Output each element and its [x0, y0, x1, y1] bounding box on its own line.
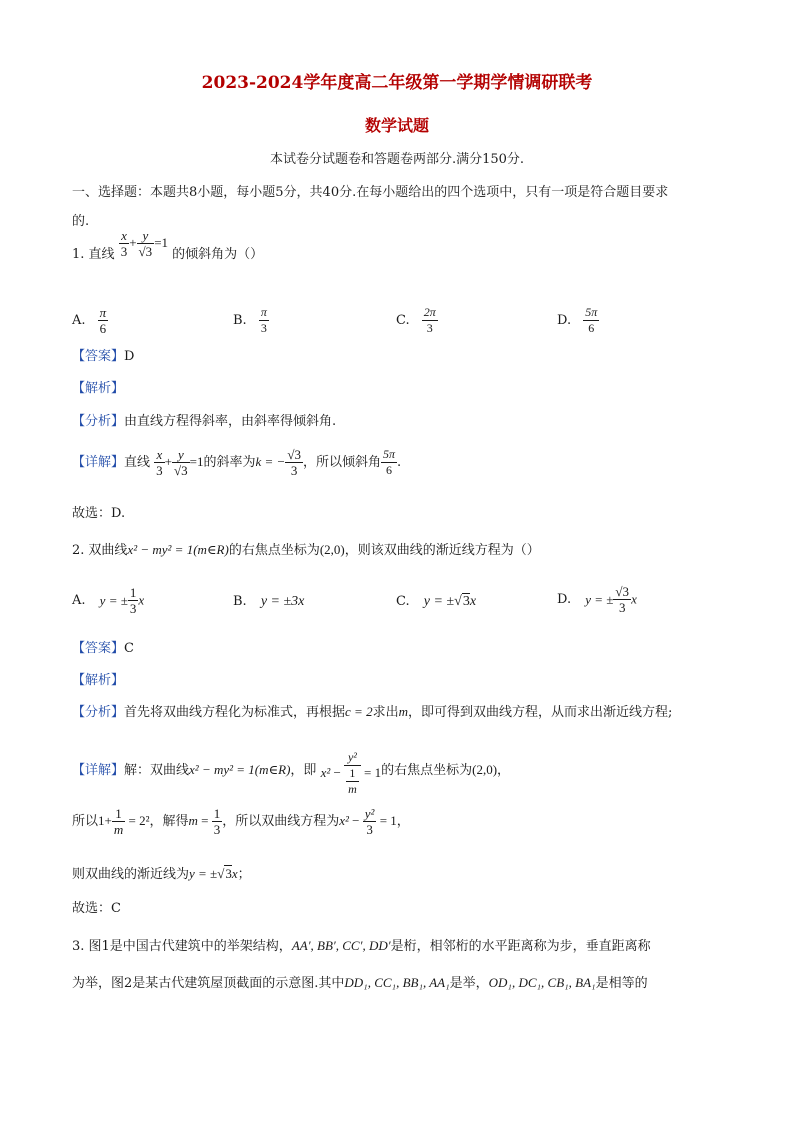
exam-intro: 本试卷分试题卷和答题卷两部分.满分150分. [269, 152, 525, 167]
q2-stem: 2. 双曲线x² − my² = 1(m∈R)的右焦点坐标为(2,0)，则该双曲线的渐近线方程为（） [72, 542, 540, 558]
q1-option-a: A. $\frac{\pi}{6}$ [72, 305, 107, 336]
q2-fenxi: 【分析】首先将双曲线方程化为标准式，再根据c = 2求出m，即可得到双曲线方程，从而求出渐近线方程; [72, 704, 673, 720]
q2-option-b: B. y = ±3x [233, 594, 305, 609]
section1-instructions-cont: 的. [72, 214, 90, 229]
q2-answer: 【答案】C [72, 641, 134, 656]
q2-standard-form: x² − y² 1 m = 1 [320, 750, 382, 796]
q3-line2: 为举，图2是某古代建筑屋顶截面的示意图.其中DD₁, CC₁, BB₁, AA₁是举，OD₁, DC₁, CB₁, BA₁是相等的 [72, 975, 648, 991]
q2-option-c: C. y = ±√3x [396, 594, 477, 609]
q1-answer: 【答案】D [72, 349, 135, 364]
exam-subtitle: 数学试题 [364, 116, 429, 135]
q1-option-d: D. $\frac{5\pi}{6}$ [557, 305, 598, 335]
q2-xiangjie: 【详解】解：双曲线x² − my² = 1(m∈R)，即 x² − y² 1 m = 1的右焦点坐标为(2,0)， [72, 750, 511, 796]
q2-analysis-tag: 【解析】 [72, 673, 125, 688]
q2-choose: 故选：C [72, 901, 121, 916]
q2-line3: 则双曲线的渐近线为y = ±√3x； [72, 866, 251, 882]
q1-xiangjie: 【详解】直线 $\frac{x}{3}$ + $\frac{y}{√3}$ =1的斜率为k = − $\frac{√3}{3}$ ，所以倾斜角 $\frac{5\pi}{6}$ . [72, 447, 402, 478]
section1-instructions: 一、选择题：本题共8小题，每小题5分，共40分.在每小题给出的四个选项中，只有一项是符合题目要求 [72, 185, 669, 200]
q1-choose: 故选：D. [72, 506, 126, 521]
q1-option-c: C. $\frac{2\pi}{3}$ [396, 305, 436, 335]
q1-analysis-tag: 【解析】 [72, 381, 125, 396]
q2-line2: 所以1+ $\frac{1}{m}$ = 2²，解得m = $\frac{1}{3}$ ，所以双曲线方程为x² − $\frac{\text{y²}}{3}$ = 1， [72, 806, 410, 837]
q1-fenxi: 【分析】由直线方程得斜率，由斜率得倾斜角. [72, 414, 337, 429]
exam-title: 2023-2024学年度高二年级第一学期学情调研联考 [201, 73, 593, 93]
q1-stem: 1. 直线 $\frac{x}{3}$ + $\frac{y}{√3}$ =1 的倾斜角为（） [72, 228, 264, 262]
q3-line1: 3. 图1是中国古代建筑中的举架结构，AA′, BB′, CC′, DD′是桁，相邻桁的水平距离称为步，垂直距离称 [72, 938, 651, 954]
q1-option-b: B. $\frac{\pi}{3}$ [233, 305, 267, 335]
q2-option-d: D. y = ± $\frac{√3}{3}$ x [557, 584, 637, 615]
q1-equation: $\frac{x}{3}$ + $\frac{y}{√3}$ =1 [120, 228, 169, 259]
q2-option-a: A. y = ± $\frac{1}{3}$ x [72, 585, 145, 616]
